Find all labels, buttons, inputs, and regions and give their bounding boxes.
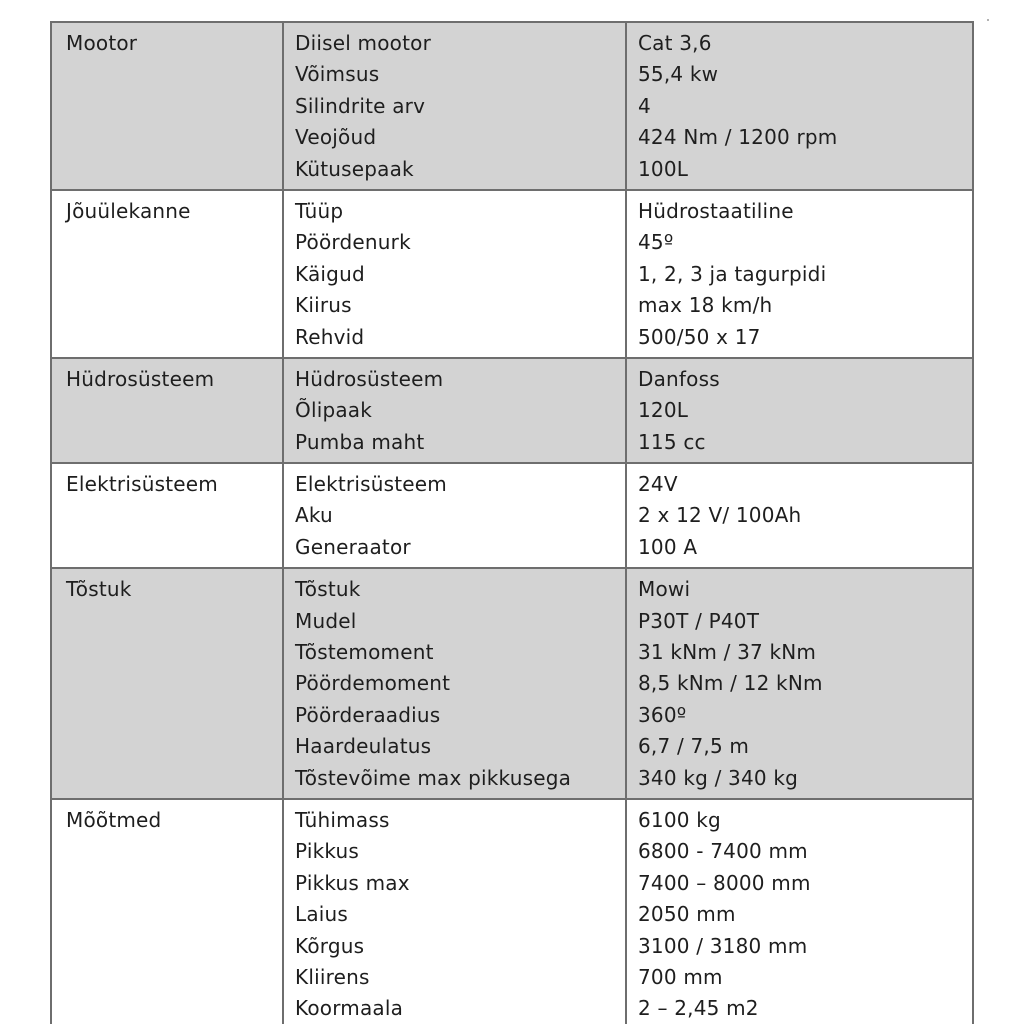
- parameter-label: Pikkus max: [295, 870, 410, 895]
- parameter-value: Hüdrostaatiline: [638, 198, 794, 223]
- parameter-value: 3100 / 3180 mm: [638, 933, 808, 958]
- category-cell: [51, 799, 283, 1024]
- parameter-cell: [283, 190, 626, 358]
- category-label: Tõstuk: [66, 577, 132, 602]
- parameter-value: 2050 mm: [638, 902, 736, 927]
- parameter-label: Tühimass: [295, 807, 390, 832]
- parameter-label: Haardeulatus: [295, 734, 432, 759]
- parameter-label: Koormaala: [295, 996, 404, 1021]
- category-label: Mõõtmed: [66, 807, 162, 832]
- category-label: Jõuülekanne: [66, 198, 191, 223]
- parameter-cell: [283, 22, 626, 190]
- spec-table: [50, 21, 974, 1024]
- parameter-label: Mudel: [295, 608, 357, 633]
- parameter-value: 6100 kg: [638, 807, 721, 832]
- parameter-value: 100 A: [638, 534, 698, 559]
- parameter-label: Õlipaak: [295, 398, 373, 423]
- parameter-label: Pumba maht: [295, 429, 425, 454]
- spec-table-body: [51, 22, 973, 1024]
- parameter-value: 340 kg / 340 kg: [638, 765, 799, 790]
- parameter-label: Generaator: [295, 534, 411, 559]
- parameter-value: 424 Nm / 1200 rpm: [638, 125, 838, 150]
- category-cell: [51, 568, 283, 799]
- parameter-value: 2 x 12 V/ 100Ah: [638, 503, 802, 528]
- value-cell: [626, 358, 973, 463]
- parameter-label: Diisel mootor: [295, 31, 432, 55]
- parameter-label: Pöördemoment: [295, 671, 451, 696]
- category-cell: [51, 463, 283, 568]
- parameter-cell: [283, 358, 626, 463]
- parameter-label: Laius: [295, 902, 349, 927]
- category-label: Elektrisüsteem: [66, 472, 218, 497]
- parameter-value: Mowi: [638, 577, 691, 602]
- spec-section-row: [51, 190, 973, 358]
- parameter-value: 4: [638, 93, 651, 118]
- value-cell: [626, 799, 973, 1024]
- stray-mark: [987, 19, 989, 21]
- parameter-value: 115 cc: [638, 429, 706, 454]
- value-cell: [626, 190, 973, 358]
- parameter-label: Pikkus: [295, 839, 360, 864]
- parameter-label: Pöördenurk: [295, 230, 411, 255]
- value-cell: [626, 22, 973, 190]
- parameter-cell: [283, 799, 626, 1024]
- parameter-cell: [283, 568, 626, 799]
- parameter-label: Kõrgus: [295, 933, 365, 958]
- parameter-value: 500/50 x 17: [638, 324, 761, 349]
- spec-section-row: [51, 568, 973, 799]
- parameter-value: 2 – 2,45 m2: [638, 996, 759, 1021]
- parameter-label: Tõstevõime max pikkusega: [295, 765, 572, 790]
- parameter-value: 100L: [638, 156, 689, 181]
- spec-section-row: [51, 799, 973, 1024]
- category-cell: [51, 190, 283, 358]
- parameter-value: 6,7 / 7,5 m: [638, 734, 750, 759]
- parameter-value: 45º: [638, 230, 674, 255]
- parameter-label: Võimsus: [295, 62, 380, 87]
- parameter-value: 700 mm: [638, 964, 723, 989]
- parameter-label: Elektrisüsteem: [295, 472, 447, 497]
- parameter-value: 1, 2, 3 ja tagurpidi: [638, 261, 827, 286]
- parameter-label: Rehvid: [295, 324, 365, 349]
- parameter-value: Cat 3,6: [638, 31, 712, 55]
- spec-section-row: [51, 463, 973, 568]
- parameter-value: 8,5 kNm / 12 kNm: [638, 671, 823, 696]
- value-cell: [626, 463, 973, 568]
- parameter-label: Tõstuk: [295, 577, 361, 602]
- parameter-value: 31 kNm / 37 kNm: [638, 640, 817, 665]
- parameter-label: Kiirus: [295, 293, 352, 318]
- parameter-label: Hüdrosüsteem: [295, 366, 444, 391]
- parameter-value: 24V: [638, 472, 678, 497]
- category-label: Mootor: [66, 31, 138, 55]
- category-cell: [51, 22, 283, 190]
- parameter-value: max 18 km/h: [638, 293, 773, 318]
- parameter-value: Danfoss: [638, 366, 720, 391]
- parameter-cell: [283, 463, 626, 568]
- spec-section-row: [51, 358, 973, 463]
- parameter-label: Tüüp: [295, 198, 344, 223]
- parameter-label: Kütusepaak: [295, 156, 414, 181]
- category-label: Hüdrosüsteem: [66, 366, 215, 391]
- parameter-label: Aku: [295, 503, 333, 528]
- parameter-label: Veojõud: [295, 125, 377, 150]
- parameter-label: Silindrite arv: [295, 93, 426, 118]
- parameter-value: 360º: [638, 702, 687, 727]
- parameter-value: P30T / P40T: [638, 608, 760, 633]
- parameter-label: Tõstemoment: [295, 640, 434, 665]
- parameter-value: 55,4 kw: [638, 62, 719, 87]
- parameter-label: Pöörderaadius: [295, 702, 441, 727]
- parameter-value: 7400 – 8000 mm: [638, 870, 811, 895]
- parameter-value: 120L: [638, 398, 689, 423]
- parameter-label: Käigud: [295, 261, 365, 286]
- parameter-label: Kliirens: [295, 964, 370, 989]
- spec-section-row: [51, 22, 973, 190]
- category-cell: [51, 358, 283, 463]
- parameter-value: 6800 - 7400 mm: [638, 839, 808, 864]
- value-cell: [626, 568, 973, 799]
